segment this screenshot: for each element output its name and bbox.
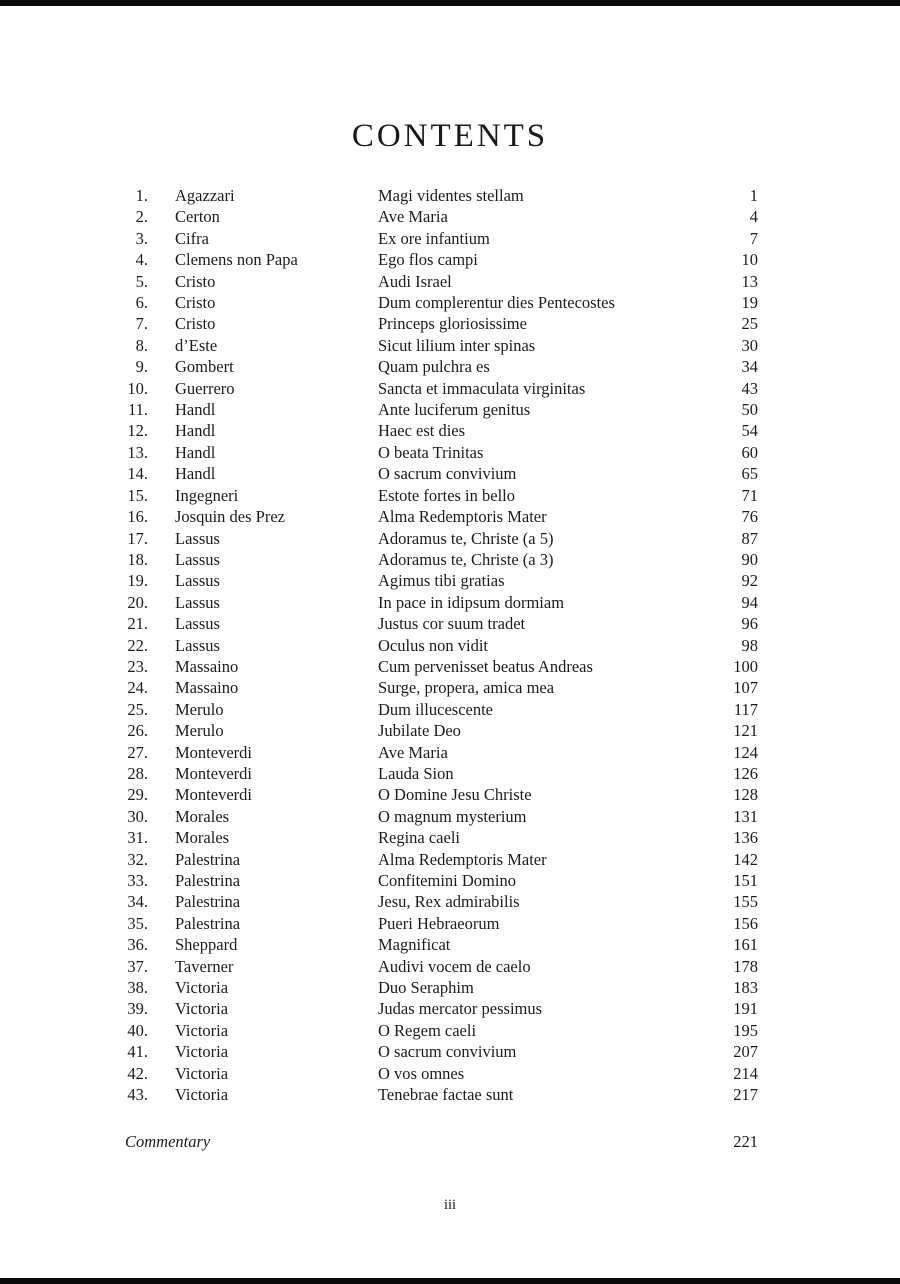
entry-number: 15.	[127, 485, 148, 505]
toc-entry	[125, 656, 758, 677]
toc-entry	[125, 420, 758, 441]
toc-entry	[125, 699, 758, 720]
commentary-label: Commentary	[125, 1132, 211, 1152]
entry-number: 38.	[127, 978, 148, 998]
entry-number: 32.	[127, 849, 148, 869]
entry-number: 26.	[127, 721, 148, 741]
entry-page: 19	[741, 293, 758, 313]
toc-entry	[125, 249, 758, 270]
entry-page: 183	[733, 978, 758, 998]
entry-title: Oculus non vidit	[378, 635, 488, 655]
commentary-entry	[125, 1131, 758, 1152]
toc-entry	[125, 506, 758, 527]
entry-composer: Victoria	[175, 1085, 229, 1105]
toc-entry	[125, 185, 758, 206]
toc-entry	[125, 228, 758, 249]
entry-title: Jesu, Rex admirabilis	[378, 892, 520, 912]
toc-entry	[125, 742, 758, 763]
page-title: CONTENTS	[351, 118, 549, 154]
entry-page: 131	[733, 806, 758, 826]
toc-entry	[125, 784, 758, 805]
entry-page: 214	[733, 1063, 758, 1083]
entry-number: 34.	[127, 892, 148, 912]
toc-entry	[125, 549, 758, 570]
toc-entry	[125, 356, 758, 377]
entry-number: 35.	[127, 913, 148, 933]
entry-page: 76	[741, 507, 758, 527]
entry-page: 155	[733, 892, 758, 912]
entry-number: 13.	[127, 442, 148, 462]
entry-title: Magnificat	[378, 935, 451, 955]
toc-entry	[125, 206, 758, 227]
entry-composer: Victoria	[175, 999, 229, 1019]
entry-number: 8.	[135, 335, 148, 355]
entry-composer: Clemens non Papa	[175, 250, 298, 270]
entry-number: 36.	[127, 935, 148, 955]
entry-composer: Morales	[175, 828, 230, 848]
entry-page: 90	[741, 549, 758, 569]
entry-page: 92	[741, 571, 758, 591]
entry-number: 16.	[127, 507, 148, 527]
entry-composer: Monteverdi	[175, 763, 252, 783]
entry-title: Adoramus te, Christe (a 5)	[378, 528, 554, 548]
entry-title: Audivi vocem de caelo	[378, 956, 531, 976]
entry-composer: Lassus	[175, 592, 220, 612]
entry-title: Confitemini Domino	[378, 871, 516, 890]
toc-entry	[125, 613, 758, 634]
toc-entry	[125, 998, 758, 1019]
entry-page: 151	[733, 871, 758, 890]
entry-composer: Cristo	[175, 293, 216, 313]
entry-number: 17.	[127, 528, 148, 548]
entry-number: 6.	[135, 293, 148, 313]
entry-composer: Cristo	[175, 271, 216, 291]
entry-number: 37.	[127, 956, 148, 976]
entry-number: 18.	[127, 549, 148, 569]
entry-title: O beata Trinitas	[378, 442, 484, 462]
entry-title: Surge, propera, amica mea	[378, 678, 555, 698]
entry-title: Lauda Sion	[378, 763, 454, 783]
table-of-contents	[125, 185, 758, 1105]
entry-title: Sancta et immaculata virginitas	[378, 378, 586, 398]
entry-page: 117	[733, 699, 758, 719]
toc-entry	[125, 720, 758, 741]
entry-composer: Victoria	[175, 1042, 229, 1062]
entry-composer: Ingegneri	[175, 485, 239, 505]
entry-title: Jubilate Deo	[378, 721, 461, 741]
entry-title: Regina caeli	[378, 828, 461, 848]
entry-page: 98	[741, 635, 758, 655]
toc-entry	[125, 313, 758, 334]
entry-title: Duo Seraphim	[378, 978, 474, 998]
entry-number: 23.	[127, 656, 148, 676]
entry-number: 27.	[127, 742, 148, 762]
entry-number: 42.	[127, 1063, 148, 1083]
toc-entry	[125, 870, 758, 891]
entry-page: 126	[733, 763, 758, 783]
entry-number: 41.	[127, 1042, 148, 1062]
entry-number: 12.	[127, 421, 148, 441]
folio-page-number: iii	[443, 1196, 457, 1213]
entry-page: 43	[741, 378, 758, 398]
entry-page: 25	[741, 314, 758, 334]
entry-number: 30.	[127, 806, 148, 826]
entry-composer: Victoria	[175, 1020, 229, 1040]
entry-composer: Certon	[175, 207, 220, 227]
toc-entry	[125, 1084, 758, 1105]
entry-number: 22.	[127, 635, 148, 655]
entry-page: 161	[733, 935, 758, 955]
entry-composer: Lassus	[175, 614, 220, 634]
commentary-page: 221	[733, 1132, 758, 1152]
toc-entry	[125, 292, 758, 313]
toc-entry	[125, 913, 758, 934]
entry-page: 10	[741, 250, 758, 270]
entry-composer: Gombert	[175, 357, 234, 377]
entry-page: 1	[749, 186, 758, 205]
entry-composer: Monteverdi	[175, 785, 252, 805]
entry-number: 39.	[127, 999, 148, 1019]
entry-title: Agimus tibi gratias	[378, 571, 505, 591]
entry-number: 31.	[127, 828, 148, 848]
entry-composer: d’Este	[175, 335, 218, 355]
entry-page: 87	[741, 528, 758, 548]
entry-page: 4	[749, 207, 758, 227]
entry-page: 94	[741, 592, 758, 612]
entry-composer: Monteverdi	[175, 742, 252, 762]
toc-entry	[125, 635, 758, 656]
entry-number: 24.	[127, 678, 148, 698]
entry-composer: Palestrina	[175, 849, 241, 869]
entry-number: 19.	[127, 571, 148, 591]
entry-page: 217	[733, 1085, 758, 1105]
entry-title: O vos omnes	[378, 1063, 465, 1083]
entry-page: 54	[741, 421, 758, 441]
entry-page: 142	[733, 849, 758, 869]
entry-composer: Lassus	[175, 528, 220, 548]
entry-number: 1.	[135, 186, 148, 205]
entry-title: Cum pervenisset beatus Andreas	[378, 656, 593, 676]
toc-entry	[125, 271, 758, 292]
entry-number: 4.	[135, 250, 148, 270]
entry-number: 9.	[135, 357, 148, 377]
entry-title: Magi videntes stellam	[378, 186, 524, 205]
toc-entry	[125, 956, 758, 977]
entry-title: Adoramus te, Christe (a 3)	[378, 549, 554, 569]
entry-number: 28.	[127, 763, 148, 783]
entry-composer: Handl	[175, 400, 216, 420]
entry-page: 60	[741, 442, 758, 462]
toc-entry	[125, 934, 758, 955]
entry-title: Pueri Hebraeorum	[378, 913, 500, 933]
entry-number: 29.	[127, 785, 148, 805]
entry-composer: Merulo	[175, 699, 224, 719]
entry-number: 21.	[127, 614, 148, 634]
entry-title: Haec est dies	[378, 421, 466, 441]
entry-page: 207	[733, 1042, 758, 1062]
entry-title: O magnum mysterium	[378, 806, 527, 826]
entry-title: Alma Redemptoris Mater	[378, 507, 547, 527]
entry-page: 178	[733, 956, 758, 976]
entry-composer: Lassus	[175, 571, 220, 591]
entry-page: 107	[733, 678, 758, 698]
entry-title: Judas mercator pessimus	[378, 999, 543, 1019]
entry-title: Ante luciferum genitus	[378, 400, 531, 420]
entry-composer: Cristo	[175, 314, 216, 334]
toc-entry	[125, 806, 758, 827]
toc-entry	[125, 378, 758, 399]
entry-number: 10.	[127, 378, 148, 398]
entry-composer: Handl	[175, 464, 216, 484]
entry-number: 11.	[127, 400, 148, 420]
entry-page: 100	[733, 656, 758, 676]
entry-number: 7.	[135, 314, 148, 334]
entry-title: Ego flos campi	[378, 250, 478, 270]
entry-composer: Merulo	[175, 721, 224, 741]
entry-composer: Morales	[175, 806, 230, 826]
entry-number: 20.	[127, 592, 148, 612]
entry-number: 43.	[127, 1085, 148, 1105]
toc-entry	[125, 763, 758, 784]
scan-edge-bottom	[0, 1278, 900, 1284]
entry-page: 50	[741, 400, 758, 420]
entry-page: 195	[733, 1020, 758, 1040]
entry-title: Dum complerentur dies Pentecostes	[378, 293, 615, 313]
entry-title: Alma Redemptoris Mater	[378, 849, 547, 869]
toc-entry	[125, 827, 758, 848]
entry-page: 128	[733, 785, 758, 805]
entry-composer: Victoria	[175, 1063, 229, 1083]
entry-composer: Lassus	[175, 635, 220, 655]
entry-composer: Handl	[175, 421, 216, 441]
entry-title: Ex ore infantium	[378, 228, 490, 248]
toc-entry	[125, 1063, 758, 1084]
entry-composer: Massaino	[175, 656, 239, 676]
entry-composer: Guerrero	[175, 378, 235, 398]
entry-number: 33.	[127, 871, 148, 890]
entry-title: O Regem caeli	[378, 1020, 477, 1040]
toc-entry	[125, 977, 758, 998]
entry-page: 65	[741, 464, 758, 484]
entry-page: 71	[741, 485, 758, 505]
entry-title: Dum illucescente	[378, 699, 494, 719]
entry-title: Estote fortes in bello	[378, 485, 516, 505]
toc-entry	[125, 463, 758, 484]
entry-composer: Taverner	[175, 956, 234, 976]
entry-title: Ave Maria	[378, 742, 448, 762]
entry-title: O sacrum convivium	[378, 464, 517, 484]
toc-entry	[125, 335, 758, 356]
entry-page: 136	[733, 828, 758, 848]
entry-composer: Handl	[175, 442, 216, 462]
entry-number: 40.	[127, 1020, 148, 1040]
entry-title: O sacrum convivium	[378, 1042, 517, 1062]
entry-composer: Josquin des Prez	[175, 507, 285, 527]
toc-entry	[125, 570, 758, 591]
entry-number: 2.	[135, 207, 148, 227]
entry-composer: Sheppard	[175, 935, 238, 955]
entry-title: Justus cor suum tradet	[378, 614, 526, 634]
toc-entry	[125, 442, 758, 463]
toc-entry	[125, 677, 758, 698]
entry-composer: Victoria	[175, 978, 229, 998]
entry-composer: Palestrina	[175, 892, 241, 912]
entry-title: Tenebrae factae sunt	[378, 1085, 514, 1105]
toc-entry	[125, 1020, 758, 1041]
entry-composer: Palestrina	[175, 871, 241, 890]
entry-page: 7	[749, 228, 758, 248]
toc-entry	[125, 399, 758, 420]
entry-page: 121	[733, 721, 758, 741]
entry-title: Ave Maria	[378, 207, 448, 227]
scan-edge-top	[0, 0, 900, 6]
entry-composer: Agazzari	[175, 186, 235, 205]
entry-title: Princeps gloriosissime	[378, 314, 527, 334]
entry-page: 124	[733, 742, 758, 762]
toc-entry	[125, 528, 758, 549]
entry-title: Sicut lilium inter spinas	[378, 335, 536, 355]
entry-page: 156	[733, 913, 758, 933]
toc-entry	[125, 592, 758, 613]
entry-number: 14.	[127, 464, 148, 484]
entry-composer: Massaino	[175, 678, 239, 698]
entry-title: Quam pulchra es	[378, 357, 490, 377]
toc-entry	[125, 485, 758, 506]
entry-page: 13	[741, 271, 758, 291]
entry-number: 5.	[135, 271, 148, 291]
toc-entry	[125, 849, 758, 870]
entry-page: 30	[741, 335, 758, 355]
entry-composer: Cifra	[175, 228, 209, 248]
entry-number: 3.	[135, 228, 148, 248]
entry-composer: Palestrina	[175, 913, 241, 933]
entry-number: 25.	[127, 699, 148, 719]
entry-composer: Lassus	[175, 549, 220, 569]
entry-title: O Domine Jesu Christe	[378, 785, 532, 805]
entry-page: 191	[733, 999, 758, 1019]
entry-title: In pace in idipsum dormiam	[378, 592, 565, 612]
entry-title: Audi Israel	[378, 271, 452, 291]
toc-entry	[125, 891, 758, 912]
entry-page: 96	[741, 614, 758, 634]
toc-entry	[125, 1041, 758, 1062]
entry-page: 34	[741, 357, 758, 377]
